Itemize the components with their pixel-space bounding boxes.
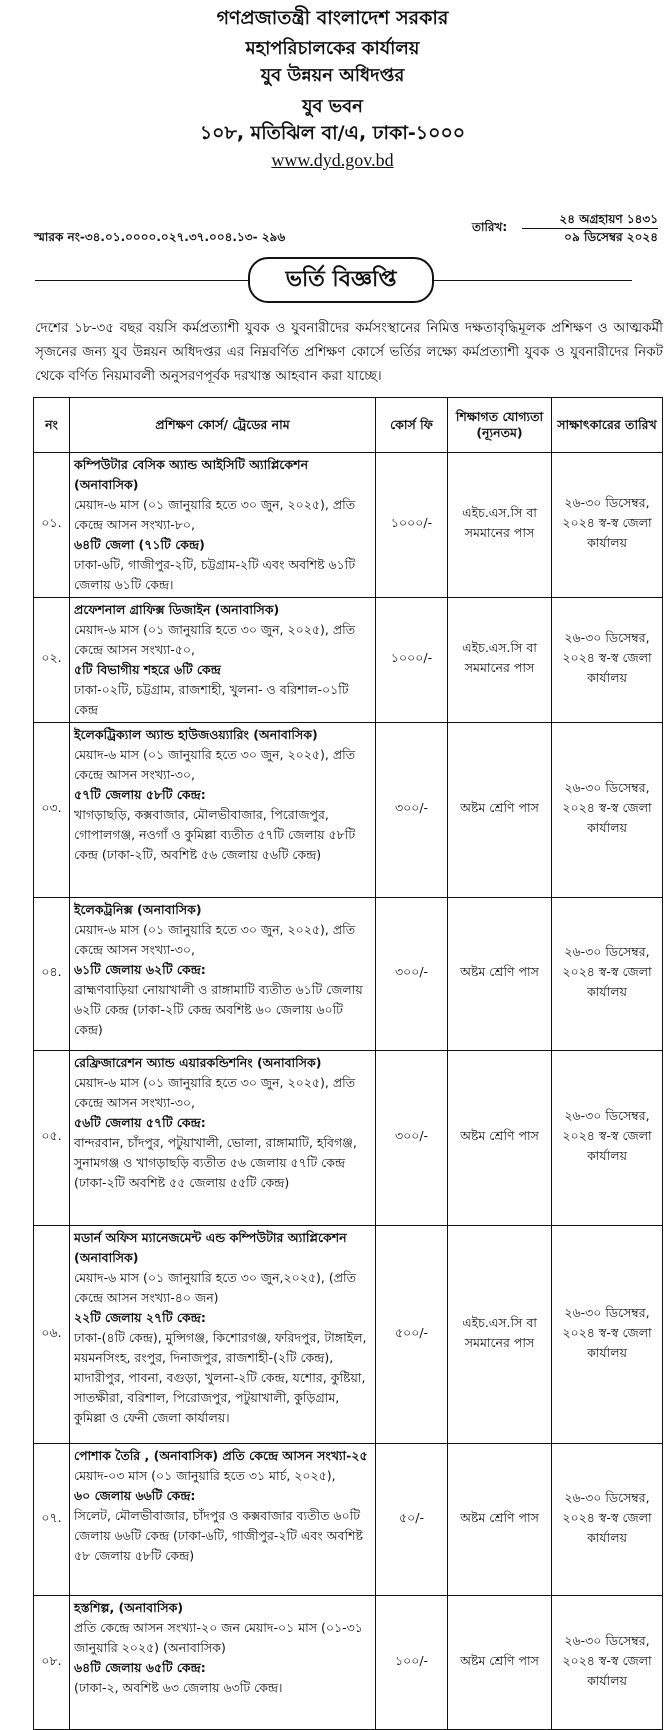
course-cell xyxy=(70,598,376,723)
interview-date: ২৬-৩০ ডিসেম্বর, ২০২৪ স্ব-স্ব জেলা কার্যালয় xyxy=(552,898,663,1051)
header-department: যুব উন্নয়ন অধিদপ্তর xyxy=(260,65,405,86)
table-row xyxy=(34,898,663,1051)
interview-date: ২৬-৩০ ডিসেম্বর, ২০২৪ স্ব-স্ব জেলা কার্যালয় xyxy=(552,1596,663,1730)
course-centers: ৬০ জেলায় ৬৬টি কেন্দ্র: xyxy=(74,1488,196,1503)
course-detail: প্রতি কেন্দ্রে আসন সংখ্যা-২০ জন মেয়াদ-০১ মাস (০১-৩১ জানুয়ারি ২০২৫) (অনাবাসিক) xyxy=(74,1620,363,1655)
table-row xyxy=(34,453,663,598)
table-row xyxy=(34,598,663,723)
course-center-list: ঢাকা-৬টি, গাজীপুর-২টি, চট্টগ্রাম-২টি এবং অবশিষ্ট ৬১টি জেলায় ৬১টি কেন্দ্র। xyxy=(74,557,356,592)
course-center-list: ব্রাহ্মণবাড়িয়া নোয়াখালী ও রাঙ্গামাটি ব্যতীত ৬১টি জেলায় ৬২টি কেন্দ্র (ঢাকা-২টি কেন্দ্র অবশিষ্ট ৬০ জেলায় ৬০টি কেন্দ্র) xyxy=(74,982,363,1037)
header-qualification: শিক্ষাগত যোগ্যতা (ন্যূনতম) xyxy=(448,398,552,453)
interview-date: ২৬-৩০ ডিসেম্বর, ২০২৪ স্ব-স্ব জেলা কার্যালয় xyxy=(552,1444,663,1596)
header-building: যুব ভবন xyxy=(302,96,363,117)
course-cell xyxy=(70,898,376,1051)
course-fee: ৩০০/- xyxy=(376,1051,448,1226)
course-center-list: সিলেট, মৌলভীবাজার, চাঁদপুর ও কক্সবাজার ব্যতীত ৬০টি জেলায় ৬৬টি কেন্দ্র (ঢাকা-৬টি, গাজীপুর-২টি এবং অবশিষ্ট ৫৮ জেলায় ৫৮টি কেন্দ্র) xyxy=(74,1508,363,1563)
date-english: ০৯ ডিসেম্বর ২০২৪ xyxy=(564,230,658,244)
course-fee: ১০০/- xyxy=(376,1596,448,1730)
header-office: মহাপরিচালকের কার্যালয় xyxy=(245,38,420,59)
header-address: ১০৮, মতিঝিল বা/এ, ঢাকা-১০০০ xyxy=(199,122,466,144)
memo-number: স্মারক নং-৩৪.০১.০০০০.০২৭.৩৭.০০৪.১৩- ২৯৬ xyxy=(34,230,286,244)
header-government: গণপ্রজাতন্ত্রী বাংলাদেশ সরকার xyxy=(216,7,449,29)
table-row xyxy=(34,1226,663,1444)
course-title: ইলেকট্রিক্যাল অ্যান্ড হাউজওয়্যারিং (অনাবাসিক) xyxy=(74,727,318,742)
date-bangla: ২৪ অগ্রহায়ণ ১৪৩১ xyxy=(522,211,658,229)
course-cell xyxy=(70,453,376,598)
header-interview: সাক্ষাৎকারের তারিখ xyxy=(552,398,663,453)
course-title: মডার্ন অফিস ম্যানেজমেন্ট এন্ড কম্পিউটার অ্যাপ্লিকেশন (অনাবাসিক) xyxy=(74,1230,347,1265)
interview-date: ২৬-৩০ ডিসেম্বর, ২০২৪ স্ব-স্ব জেলা কার্যালয় xyxy=(552,1051,663,1226)
course-title: পোশাক তৈরি , (অনাবাসিক) প্রতি কেন্দ্রে আসন সংখ্যা-২৫ xyxy=(74,1448,368,1463)
course-qualification: এইচ.এস.সি বা সমমানের পাস xyxy=(448,598,552,723)
row-number: ০৭. xyxy=(34,1444,70,1596)
course-detail: মেয়াদ-০৩ মাস (০১ জানুয়ারি হতে ৩১ মার্চ, ২০২৫), xyxy=(74,1468,336,1483)
row-number: ০৩. xyxy=(34,723,70,898)
course-centers: ৫টি বিভাগীয় শহরে ৬টি কেন্দ্র xyxy=(74,662,221,677)
row-number: ০৪. xyxy=(34,898,70,1051)
website-link[interactable]: www.dyd.gov.bd xyxy=(271,150,394,170)
row-number: ০৫. xyxy=(34,1051,70,1226)
interview-date: ২৬-৩০ ডিসেম্বর, ২০২৪ স্ব-স্ব জেলা কার্যালয় xyxy=(552,453,663,598)
course-center-list: বান্দরবান, চাঁদপুর, পটুয়াখালী, ভোলা, রাঙ্গামাটি, হবিগঞ্জ, সুনামগঞ্জ ও খাগড়াছড়ি ব্যতীত ৫৬ জেলায় ৫৭টি কেন্দ্র (ঢাকা-২টি অবশিষ্ট ৫৫ জেলায় ৫৫টি কেন্দ্র) xyxy=(74,1135,357,1190)
title-banner xyxy=(0,257,665,305)
table-row xyxy=(34,723,663,898)
table-row xyxy=(34,1051,663,1226)
date-label: তারিখ: xyxy=(472,220,508,234)
row-number: ০২. xyxy=(34,598,70,723)
course-cell xyxy=(70,1596,376,1730)
course-center-list: ঢাকা-(৪টি কেন্দ্র), মুন্সিগঞ্জ, কিশোরগঞ্জ, ফরিদপুর, টাঙ্গাইল, ময়মনসিংহ, রংপুর, দিনাজপুর, রাজশাহী-(২টি কেন্দ্র), মাদারীপুর, পাবনা, বগুড়া, খুলনা-২টি কেন্দ্র, যশোর, কুষ্টিয়া, সাতক্ষীরা, বরিশাল, পিরোজপুর, পটুয়াখালী, কুড়িগ্রাম, কুমিল্লা ও ফেনী জেলা কার্যালয়। xyxy=(74,1330,367,1425)
row-number: ০৮. xyxy=(34,1596,70,1730)
header-no: নং xyxy=(34,398,70,453)
course-detail: মেয়াদ-৬ মাস (০১ জানুয়ারি হতে ৩০ জুন, ২০২৫), প্রতি কেন্দ্রে আসন সংখ্যা-৩০, xyxy=(74,922,356,957)
course-center-list: ঢাকা-০২টি, চট্টগ্রাম, রাজশাহী, খুলনা- ও বরিশাল-০১টি কেন্দ্র xyxy=(74,682,349,717)
date-block xyxy=(522,211,658,246)
intro-paragraph: দেশের ১৮-৩৫ বছর বয়সি কর্মপ্রত্যাশী যুবক ও যুবনারীদের কর্মসংস্থানের নিমিত্ত দক্ষতাবৃদ্ধিমূলক প্রশিক্ষণ ও আত্মকর্মী সৃজনের জন্য যুব উন্নয়ন অধিদপ্তর এর নিম্নবর্ণিত প্রশিক্ষণ কোর্সে ভর্তির লক্ষ্যে কর্মপ্রত্যাশী যুবক ও যুবনারীদের নিকট থেকে বর্ণিত নিয়মাবলী অনুসরণপূর্বক দরখাস্ত আহবান করা যাচ্ছে। xyxy=(35,320,663,384)
course-centers: ৫৭টি জেলায় ৫৮টি কেন্দ্র: xyxy=(74,787,206,802)
course-centers: ২২টি জেলায় ২৭টি কেন্দ্র: xyxy=(74,1310,206,1325)
table-header-row xyxy=(34,398,663,453)
course-qualification: এইচ.এস.সি বা সমমানের পাস xyxy=(448,453,552,598)
course-detail: মেয়াদ-৬ মাস (০১ জানুয়ারি হতে ৩০ জুন, ২০২৫), প্রতি কেন্দ্রে আসন সংখ্যা-৫০, xyxy=(74,622,356,657)
table-row xyxy=(34,1596,663,1730)
table-row xyxy=(34,1444,663,1596)
course-center-list: (ঢাকা-২, অবশিষ্ট ৬৩ জেলায় ৬৩টি কেন্দ্র। xyxy=(74,1680,283,1695)
course-title: প্রফেশনাল গ্রাফিক্স ডিজাইন (অনাবাসিক) xyxy=(74,602,280,617)
header-fee: কোর্স ফি xyxy=(376,398,448,453)
course-detail: মেয়াদ-৬ মাস (০১ জানুয়ারি হতে ৩০ জুন, ২০২৫), প্রতি কেন্দ্রে আসন সংখ্যা-৩০, xyxy=(74,747,356,782)
page-title: ভর্তি বিজ্ঞপ্তি xyxy=(248,257,434,303)
course-cell xyxy=(70,723,376,898)
course-centers: ৬৪টি জেলায় ৬৫টি কেন্দ্র: xyxy=(74,1660,206,1675)
course-table xyxy=(33,397,663,1730)
course-detail: মেয়াদ-৬ মাস (০১ জানুয়ারি হতে ৩০ জুন, ২০২৫), প্রতি কেন্দ্রে আসন সংখ্যা-৮০, xyxy=(74,497,356,532)
interview-date: ২৬-৩০ ডিসেম্বর, ২০২৪ স্ব-স্ব জেলা কার্যালয় xyxy=(552,723,663,898)
course-title: কম্পিউটার বেসিক অ্যান্ড আইসিটি অ্যাপ্লিকেশন (অনাবাসিক) xyxy=(74,457,309,492)
interview-date: ২৬-৩০ ডিসেম্বর, ২০২৪ স্ব-স্ব জেলা কার্যালয় xyxy=(552,598,663,723)
interview-date: ২৬-৩০ ডিসেম্বর, ২০২৪ স্ব-স্ব জেলা কার্যালয় xyxy=(552,1226,663,1444)
course-cell xyxy=(70,1226,376,1444)
course-fee: ১০০০/- xyxy=(376,453,448,598)
course-centers: ৬১টি জেলায় ৬২টি কেন্দ্র: xyxy=(74,962,206,977)
course-fee: ৩০০/- xyxy=(376,723,448,898)
row-number: ০১. xyxy=(34,453,70,598)
course-qualification: অষ্টম শ্রেণি পাস xyxy=(448,723,552,898)
course-cell xyxy=(70,1444,376,1596)
course-detail: মেয়াদ-৬ মাস (০১ জানুয়ারি হতে ৩০ জুন,২০২৫), (প্রতি কেন্দ্রে আসন সংখ্যা-৪০ জন) xyxy=(74,1270,357,1305)
course-fee: ৫০/- xyxy=(376,1444,448,1596)
course-fee: ১০০০/- xyxy=(376,598,448,723)
course-centers: ৫৬টি জেলায় ৫৭টি কেন্দ্র: xyxy=(74,1115,206,1130)
course-title: ইলেকট্রনিক্স (অনাবাসিক) xyxy=(74,902,202,917)
course-qualification: অষ্টম শ্রেণি পাস xyxy=(448,898,552,1051)
header-course: প্রশিক্ষণ কোর্স/ ট্রেডের নাম xyxy=(70,398,376,453)
course-qualification: অষ্টম শ্রেণি পাস xyxy=(448,1444,552,1596)
row-number: ০৬. xyxy=(34,1226,70,1444)
course-centers: ৬৪টি জেলা (৭১টি কেন্দ্র) xyxy=(74,537,205,552)
course-title: হস্তশিল্প, (অনাবাসিক) xyxy=(74,1600,184,1615)
course-qualification: অষ্টম শ্রেণি পাস xyxy=(448,1596,552,1730)
course-qualification: এইচ.এস.সি বা সমমানের পাস xyxy=(448,1226,552,1444)
course-fee: ৫০০/- xyxy=(376,1226,448,1444)
course-center-list: খাগড়াছড়ি, কক্সবাজার, মৌলভীবাজার, পিরোজপুর, গোপালগঞ্জ, নওগাঁ ও কুমিল্লা ব্যতীত ৫৭টি জেলায় ৫৮টি কেন্দ্র (ঢাকা-২টি, অবশিষ্ট ৫৬ জেলায় ৫৬টি কেন্দ্র) xyxy=(74,807,356,862)
course-title: রেফ্রিজারেশন অ্যান্ড এয়ারকন্ডিশনিং (অনাবাসিক) xyxy=(74,1055,322,1070)
course-detail: মেয়াদ-৬ মাস (০১ জানুয়ারি হতে ৩০ জুন, ২০২৫), প্রতি কেন্দ্রে আসন সংখ্যা-৩০, xyxy=(74,1075,356,1110)
course-fee: ৩০০/- xyxy=(376,898,448,1051)
course-cell xyxy=(70,1051,376,1226)
course-qualification: অষ্টম শ্রেণি পাস xyxy=(448,1051,552,1226)
